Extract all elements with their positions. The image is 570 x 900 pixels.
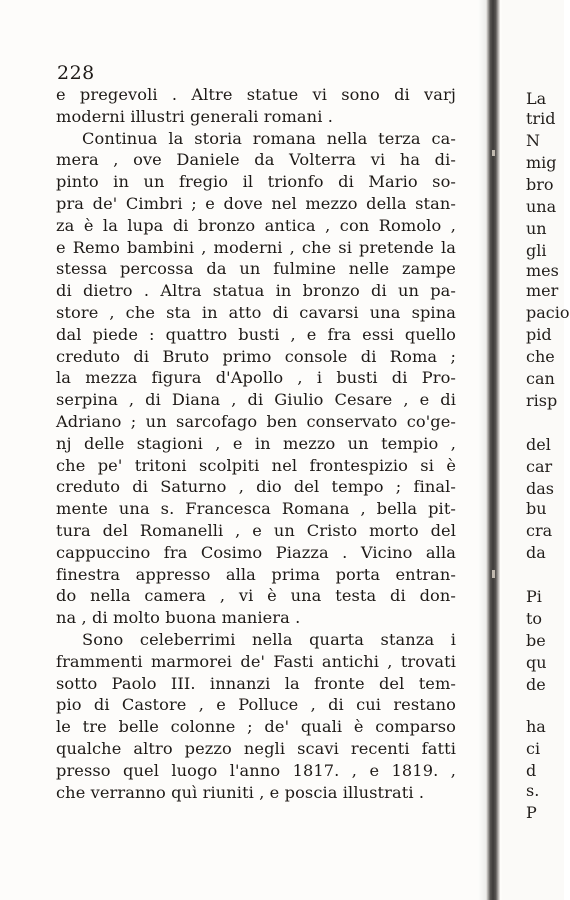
text-line: che verranno quì riuniti , e poscia illustrati . — [56, 782, 425, 802]
text-line: finestra appresso alla prima porta entran- — [56, 564, 456, 584]
facing-text-fragment: to — [526, 609, 543, 628]
text-line: che pe' tritoni scolpiti nel frontespizio si è — [56, 455, 456, 475]
text-line: frammenti marmorei de' Fasti antichi , trovati — [56, 651, 456, 671]
facing-text-fragment: bro — [526, 175, 554, 194]
facing-text-fragment: gli — [526, 241, 547, 260]
facing-text-fragment: be — [526, 631, 546, 650]
facing-text-fragment: qu — [526, 653, 547, 672]
text-line: creduto di Saturno , dio del tempo ; final- — [56, 477, 456, 497]
text-line: pra de' Cimbri ; e dove nel mezzo della stan- — [56, 193, 456, 213]
text-line: mente una s. Francesca Romana , bella pit- — [56, 499, 456, 519]
text-line: serpina , di Diana , di Giulio Cesare , e di — [56, 390, 456, 410]
text-line: e pregevoli . Altre statue vi sono di varj — [56, 85, 456, 104]
facing-text-fragment: trid — [526, 109, 556, 128]
facing-text-fragment: La — [526, 89, 547, 108]
facing-text-fragment: d — [526, 761, 537, 780]
text-line: qualche altro pezzo negli scavi recenti fatti — [56, 738, 456, 758]
binding-thread — [492, 570, 495, 578]
text-line: cappuccino fra Cosimo Piazza . Vicino alla — [56, 542, 456, 562]
book-gutter — [486, 0, 500, 900]
book-page-right-edge — [502, 0, 570, 900]
text-line: sotto Paolo III. innanzi la fronte del tem- — [56, 673, 456, 693]
facing-text-fragment: das — [526, 479, 554, 498]
text-line: la mezza figura d'Apollo , i busti di Pro- — [56, 368, 456, 388]
text-line: Adriano ; un sarcofago ben conservato co'ge- — [56, 411, 456, 431]
text-line: mera , ove Daniele da Volterra vi ha di- — [56, 150, 456, 170]
text-line: Continua la storia romana nella terza ca- — [82, 128, 456, 148]
facing-text-fragment: s. — [526, 781, 540, 800]
binding-thread — [492, 150, 495, 156]
text-line: creduto di Bruto primo console di Roma ; — [56, 346, 456, 366]
text-line: stessa percossa da un fulmine nelle zampe — [56, 259, 456, 279]
facing-text-fragment: Pi — [526, 587, 542, 606]
facing-text-fragment: de — [526, 675, 546, 694]
text-line: tura del Romanelli , e un Cristo morto del — [56, 520, 456, 540]
facing-text-fragment: risp — [526, 391, 558, 410]
facing-text-fragment: cra — [526, 521, 553, 540]
text-line: le tre belle colonne ; de' quali è comparso — [56, 717, 456, 737]
text-line: presso quel luogo l'anno 1817. , e 1819. , — [56, 760, 456, 780]
text-line: do nella camera , vi è una testa di don- — [56, 586, 456, 606]
facing-text-fragment: can — [526, 369, 555, 388]
facing-text-fragment: ha — [526, 717, 546, 736]
facing-text-fragment: del — [526, 435, 551, 454]
text-line: nj delle stagioni , e in mezzo un tempio , — [56, 433, 456, 453]
facing-text-fragment: pacio — [526, 303, 570, 322]
text-line: pinto in un fregio il trionfo di Mario so- — [56, 172, 456, 192]
facing-text-fragment: una — [526, 197, 557, 216]
page-number: 228 — [57, 62, 95, 84]
text-line: pio di Castore , e Polluce , di cui restano — [56, 695, 456, 715]
facing-text-fragment: ci — [526, 739, 541, 758]
facing-text-fragment: mer — [526, 281, 559, 300]
page-body-text — [56, 84, 456, 803]
text-line: dal piede : quattro busti , e fra essi quello — [56, 324, 456, 344]
facing-text-fragment: car — [526, 457, 553, 476]
text-line: moderni illustri generali romani . — [56, 106, 333, 126]
facing-text-fragment: bu — [526, 499, 547, 518]
facing-text-fragment: mes — [526, 261, 559, 280]
text-line: na , di molto buona maniera . — [56, 608, 301, 628]
facing-text-fragment: P — [526, 803, 537, 822]
text-line: Sono celeberrimi nella quarta stanza i — [82, 629, 456, 649]
facing-text-fragment: un — [526, 219, 547, 238]
text-line: za è la lupa di bronzo antica , con Romolo , — [56, 215, 456, 235]
facing-text-fragment: N — [526, 131, 540, 150]
facing-text-fragment: da — [526, 543, 546, 562]
text-line: e Remo bambini , moderni , che si pretende la — [56, 237, 456, 257]
facing-text-fragment: che — [526, 347, 555, 366]
facing-text-fragment: mig — [526, 153, 557, 172]
text-line: store , che sta in atto di cavarsi una spina — [56, 302, 456, 322]
facing-text-fragment: pid — [526, 325, 552, 344]
text-line: di dietro . Altra statua in bronzo di un pa- — [56, 281, 456, 301]
